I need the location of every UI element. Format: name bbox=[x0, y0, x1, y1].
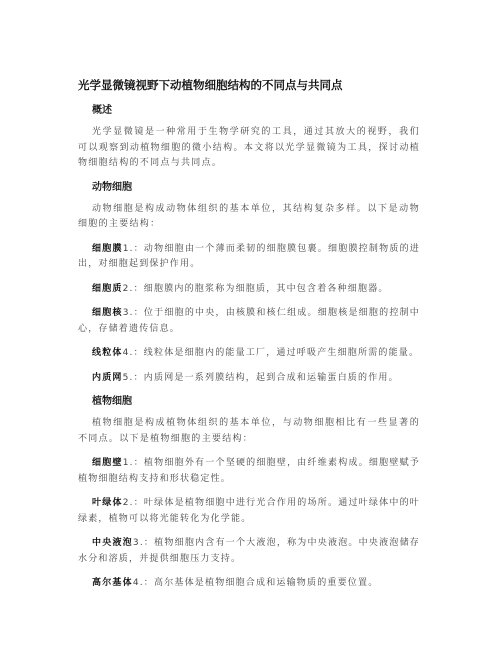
item-text: 5.：内质网是一系列膜结构，起到合成和运输蛋白质的作用。 bbox=[122, 372, 399, 383]
item-text: 3.：位于细胞的中央，由核膜和核仁组成。细胞核是细胞的控制中心，存储着遗传信息。 bbox=[78, 308, 420, 334]
plant-item-cell-wall bbox=[78, 456, 420, 487]
item-text: 4.：线粒体是细胞内的能量工厂，通过呼吸产生细胞所需的能量。 bbox=[122, 348, 420, 358]
plant-item-golgi-apparatus bbox=[78, 576, 420, 592]
item-term: 线粒体 bbox=[92, 348, 123, 358]
item-text: 2.：细胞膜内的胞浆称为细胞质，其中包含着各种细胞器。 bbox=[122, 283, 389, 294]
item-text: 2.：叶绿体是植物细胞中进行光合作用的场所。通过叶绿体中的叶绿素，植物可以将光能转化为化学能。 bbox=[78, 498, 420, 524]
animal-item-cell-membrane bbox=[78, 242, 420, 273]
item-term: 细胞核 bbox=[92, 308, 123, 318]
plant-cell-intro: 植物细胞是构成植物体组织的基本单位，与动物细胞相比有一些显著的不同点。以下是植物细胞的主要结构： bbox=[78, 418, 420, 444]
item-term: 细胞壁 bbox=[92, 458, 123, 468]
item-text: 3.：植物细胞内含有一个大液泡，称为中央液泡。中央液泡储存水分和溶质，并提供细胞压力支持。 bbox=[78, 538, 420, 564]
animal-item-cytoplasm bbox=[78, 282, 420, 298]
item-term: 高尔基体 bbox=[92, 578, 133, 588]
item-term: 叶绿体 bbox=[92, 498, 123, 508]
overview-heading: 概述 bbox=[92, 105, 112, 116]
animal-item-nucleus bbox=[78, 306, 420, 337]
item-text: 4.：高尔基体是植物细胞合成和运输物质的重要位置。 bbox=[132, 578, 379, 588]
plant-item-chloroplast bbox=[78, 496, 420, 527]
document-title: 光学显微镜视野下动植物细胞结构的不同点与共同点 bbox=[78, 78, 343, 92]
item-text: 1.：植物细胞外有一个坚硬的细胞壁，由纤维素构成。细胞壁赋予植物细胞结构支持和形状稳定性。 bbox=[78, 458, 420, 484]
item-term: 中央液泡 bbox=[92, 538, 133, 548]
animal-item-mitochondria bbox=[78, 346, 420, 362]
animal-item-endoplasmic-reticulum bbox=[78, 371, 420, 387]
item-term: 细胞膜 bbox=[92, 243, 123, 254]
item-text: 1.：动物细胞由一个薄而柔韧的细胞膜包裹。细胞膜控制物质的进出，对细胞起到保护作用。 bbox=[78, 243, 420, 269]
animal-cell-intro: 动物细胞是构成动物体组织的基本单位，其结构复杂多样。以下是动物细胞的主要结构： bbox=[78, 203, 420, 229]
plant-cell-heading: 植物细胞 bbox=[92, 396, 132, 407]
item-term: 细胞质 bbox=[92, 283, 123, 294]
item-term: 内质网 bbox=[92, 372, 123, 383]
plant-item-central-vacuole bbox=[78, 536, 420, 567]
animal-cell-heading: 动物细胞 bbox=[92, 181, 132, 193]
overview-paragraph: 光学显微镜是一种常用于生物学研究的工具，通过其放大的视野，我们可以观察到动植物细胞的微小结构。本文将以光学显微镜为工具，探讨动植物细胞结构的不同点与共同点。 bbox=[78, 127, 420, 168]
